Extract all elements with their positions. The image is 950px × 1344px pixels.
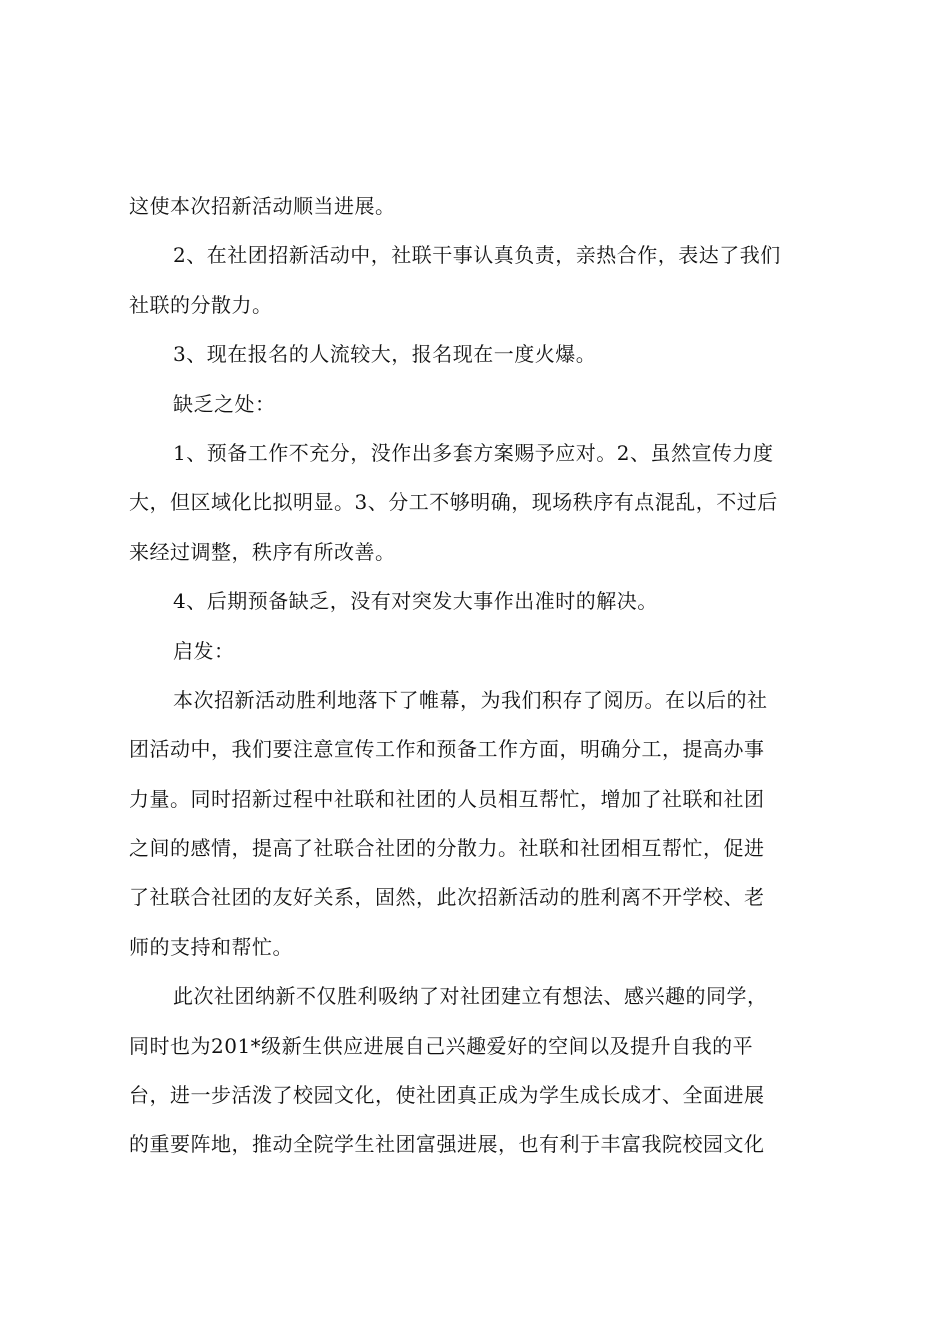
text-line: 2、在社团招新活动中，社联干事认真负责，亲热合作，表达了我们 xyxy=(173,243,781,268)
section-heading: 启发： xyxy=(173,638,235,663)
body-text xyxy=(129,182,829,1170)
text-line: 本次招新活动胜利地落下了帷幕，为我们积存了阅历。在以后的社 xyxy=(173,687,768,712)
text-line: 大，但区域化比拟明显。3、分工不够明确，现场秩序有点混乱，不过后 xyxy=(129,490,778,515)
document-body xyxy=(129,182,829,1170)
text-line: 社联的分散力。 xyxy=(129,292,273,317)
text-line: 1、预备工作不充分，没作出多套方案赐予应对。2、虽然宣传力度 xyxy=(173,440,774,465)
text-line: 这使本次招新活动顺当进展。 xyxy=(129,194,396,218)
text-line: 台，进一步活泼了校园文化，使社团真正成为学生成长成才、全面进展 xyxy=(129,1083,765,1108)
text-line: 了社联合社团的友好关系，固然，此次招新活动的胜利离不开学校、老 xyxy=(129,885,765,910)
text-line: 的重要阵地，推动全院学生社团富强进展，也有利于丰富我院校园文化 xyxy=(129,1132,765,1157)
text-line: 此次社团纳新不仅胜利吸纳了对社团建立有想法、感兴趣的同学， xyxy=(173,984,768,1009)
text-line: 同时也为201*级新生供应进展自己兴趣爱好的空间以及提升自我的平 xyxy=(129,1033,754,1058)
text-line: 团活动中，我们要注意宣传工作和预备工作方面，明确分工，提高办事 xyxy=(129,737,765,762)
text-line: 力量。同时招新过程中社联和社团的人员相互帮忙，增加了社联和社团 xyxy=(129,786,765,811)
text-line: 来经过调整，秩序有所改善。 xyxy=(129,539,396,564)
text-line: 3、现在报名的人流较大，报名现在一度火爆。 xyxy=(173,342,597,367)
text-line: 4、后期预备缺乏，没有对突发大事作出准时的解决。 xyxy=(173,589,658,614)
text-line: 之间的感情，提高了社联合社团的分散力。社联和社团相互帮忙，促进 xyxy=(129,836,765,861)
section-heading: 缺乏之处： xyxy=(173,391,276,416)
text-line: 师的支持和帮忙。 xyxy=(129,934,293,959)
